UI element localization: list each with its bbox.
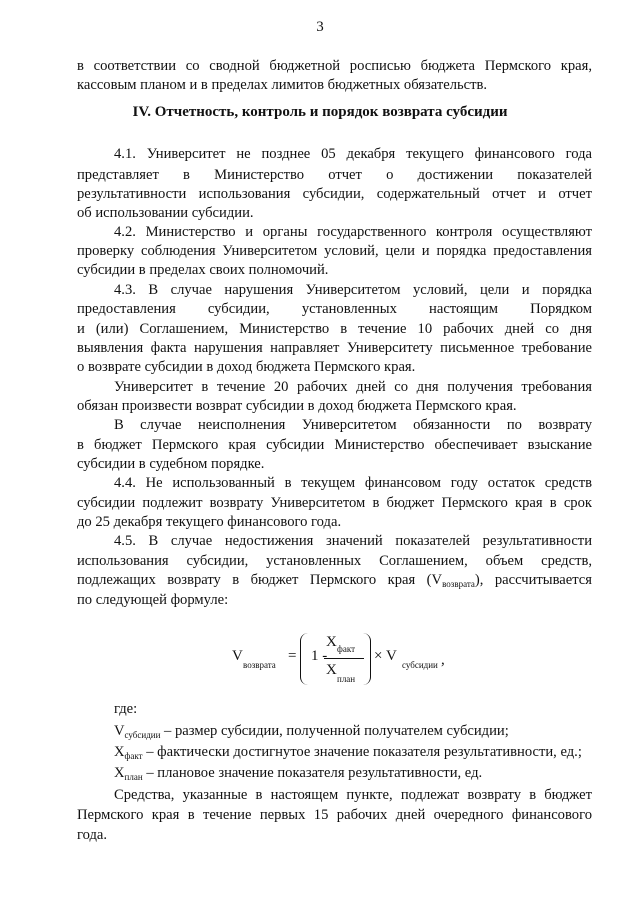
text-line: Пермского края в течение первых 15 рабочих дней очередного финансового: [77, 807, 592, 823]
page-number: 3: [316, 19, 324, 35]
def-subscript: план: [124, 772, 143, 782]
def-symbol: X: [114, 765, 125, 781]
formula-times-v: × V: [374, 648, 397, 664]
left-paren: [300, 633, 309, 685]
text-line: и (или) Соглашением, Министерство в течение 10 рабочих дней со дня: [77, 321, 592, 337]
formula-v-sub: возврата: [243, 660, 276, 670]
section-heading: IV. Отчетность, контроль и порядок возврата субсидии: [132, 104, 508, 120]
formula-x-fact-sub: факт: [337, 644, 356, 654]
text-fragment: ), рассчитывается: [474, 572, 592, 588]
text-line: по следующей формуле:: [77, 592, 229, 608]
text-line: обязан произвести возврат субсидии в доход бюджета Пермского края.: [77, 398, 517, 414]
def-symbol: X: [114, 744, 125, 760]
def-subscript: факт: [124, 751, 143, 761]
text-line: Средства, указанные в настоящем пункте, подлежат возврату в бюджет: [114, 787, 592, 803]
definition-line: [114, 722, 592, 745]
text-line: 4.5. В случае недостижения значений показателей результативности: [114, 533, 592, 549]
text-line: 4.3. В случае нарушения Университетом условий, цели и порядка: [114, 282, 592, 298]
text-line: результативности использования субсидии, содержательный отчет и отчет: [77, 186, 592, 202]
text-line: субсидии подлежит возврату Университетом в бюджет Пермского края в срок: [77, 495, 592, 511]
text-line: 4.2. Министерство и органы государственного контроля осуществляют: [114, 224, 592, 240]
text-line: года.: [77, 827, 108, 843]
text-line: в бюджет Пермского края субсидии Министерство обеспечивает взыскание: [77, 437, 592, 453]
def-subscript: субсидии: [124, 730, 161, 740]
formula-eq: =: [288, 648, 297, 664]
text-line: 4.4. Не использованный в текущем финансовом году остаток средств: [114, 475, 592, 491]
text-line: проверку соблюдения Университетом условий, цели и порядка предоставления: [77, 243, 592, 259]
definition-line: [114, 743, 592, 766]
text-line: В случае неисполнения Университетом обязанности по возврату: [114, 417, 592, 433]
text-line: кассовым планом и в пределах лимитов бюджетных обязательств.: [77, 77, 488, 93]
text-line: 4.1. Университет не позднее 05 декабря текущего финансового года: [114, 146, 592, 162]
text-fragment: подлежащих возврату в бюджет Пермского края (V: [77, 572, 443, 588]
def-symbol: V: [114, 723, 125, 739]
text-line: до 25 декабря текущего финансового года.: [77, 514, 342, 530]
text-line: об использовании субсидии.: [77, 205, 254, 221]
subscript: возврата: [442, 579, 475, 589]
def-text: – фактически достигнутое значение показателя результативности, ед.;: [142, 744, 582, 760]
def-text: – размер субсидии, полученной получателем субсидии;: [160, 723, 509, 739]
text-line: субсидии в пределах своих полномочий.: [77, 262, 329, 278]
formula-comma: ,: [441, 652, 445, 668]
text-line: Университет в течение 20 рабочих дней со дня получения требования: [114, 379, 592, 395]
text-line: в соответствии со сводной бюджетной росписью бюджета Пермского края,: [77, 58, 592, 74]
where-label: где:: [114, 701, 138, 717]
formula-x-plan-sub: план: [337, 674, 356, 684]
formula-vs-sub: субсидии: [402, 660, 438, 670]
formula-x-plan: X: [326, 662, 337, 678]
fraction-bar: [324, 658, 364, 659]
text-line: о возврате субсидии в доход бюджета Пермского края.: [77, 359, 416, 375]
return-formula: [232, 630, 452, 688]
formula-x-fact: X: [326, 634, 337, 650]
formula-v: V: [232, 648, 243, 664]
text-line: субсидии в судебном порядке.: [77, 456, 265, 472]
text-line: представляет в Министерство отчет о достижении показателей: [77, 167, 592, 183]
right-paren: [362, 633, 371, 685]
def-text: – плановое значение показателя результативности, ед.: [142, 765, 483, 781]
formula-one-minus: 1 -: [311, 648, 328, 664]
text-line: выявления факта нарушения направляет Университету письменное требование: [77, 340, 592, 356]
text-line: использования субсидии, установленных Соглашением, объем средств,: [77, 553, 592, 569]
definition-line: [114, 764, 592, 787]
text-line: предоставления субсидии, установленных настоящим Порядком: [77, 301, 592, 317]
